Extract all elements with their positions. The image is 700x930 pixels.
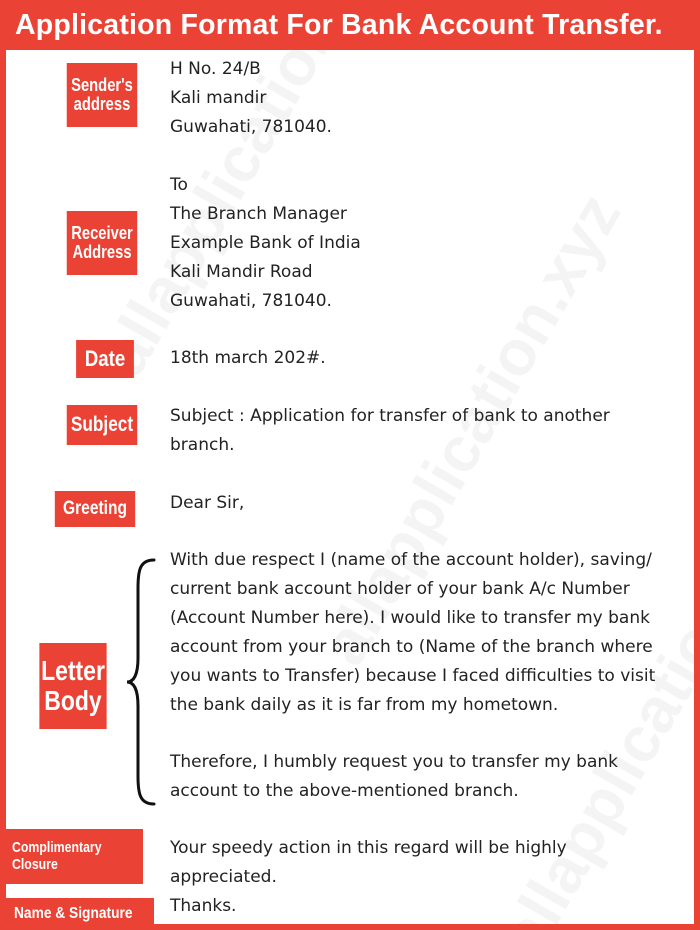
label-text: Greeting (62, 497, 128, 519)
page-title (6, 0, 700, 50)
label-text: Receiver Address (71, 222, 133, 262)
sender-line: Guwahati, 781040. (170, 117, 332, 137)
receiver-line: Kali Mandir Road (170, 262, 313, 282)
label-complimentary-closure (6, 829, 143, 884)
date-text: 18th march 202#. (170, 348, 326, 368)
body-line: account from your branch to (Name of the branch where (170, 637, 653, 657)
closure-line: appreciated. (170, 867, 277, 887)
label-receiver-address (67, 211, 138, 275)
sender-line: H No. 24/B (170, 59, 261, 79)
label-text: Subject (70, 412, 134, 436)
label-text: Sender's address (71, 74, 133, 114)
label-text: Name & Signature (14, 905, 133, 923)
body-line: With due respect I (name of the account holder), saving/ (170, 550, 652, 570)
subject-line: branch. (170, 435, 235, 455)
receiver-line: The Branch Manager (170, 204, 347, 224)
receiver-line: Guwahati, 781040. (170, 291, 332, 311)
label-date (76, 340, 134, 378)
brace-icon (124, 558, 158, 806)
label-subject (67, 405, 138, 445)
label-senders-address (67, 63, 138, 127)
label-text: Letter Body (41, 654, 105, 716)
body-line: (Account Number here). I would like to transfer my bank (170, 608, 650, 628)
label-name-signature (6, 898, 154, 930)
closure-line: Your speedy action in this regard will be highly (170, 838, 567, 858)
body-line: account to the above-mentioned branch. (170, 781, 519, 801)
label-letter-body (39, 643, 106, 729)
receiver-to: To (170, 175, 188, 195)
body-line: the bank daily as it is far from my hometown. (170, 695, 559, 715)
label-text: Complimentary Closure (12, 839, 102, 873)
label-greeting (55, 491, 135, 527)
receiver-line: Example Bank of India (170, 233, 361, 253)
greeting-text: Dear Sir, (170, 493, 245, 513)
sender-line: Kali mandir (170, 88, 267, 108)
label-text: Date (84, 346, 126, 372)
body-line: Therefore, I humbly request you to transfer my bank (170, 752, 618, 772)
body-line: you wants to Transfer) because I faced difficulties to visit (170, 666, 656, 686)
body-line: current bank account holder of your bank A/c Number (170, 579, 630, 599)
closure-line: Thanks. (170, 896, 237, 916)
subject-line: Subject : Application for transfer of bank to another (170, 406, 610, 426)
page-title-text: Application Format For Bank Account Transfer. (15, 9, 663, 41)
